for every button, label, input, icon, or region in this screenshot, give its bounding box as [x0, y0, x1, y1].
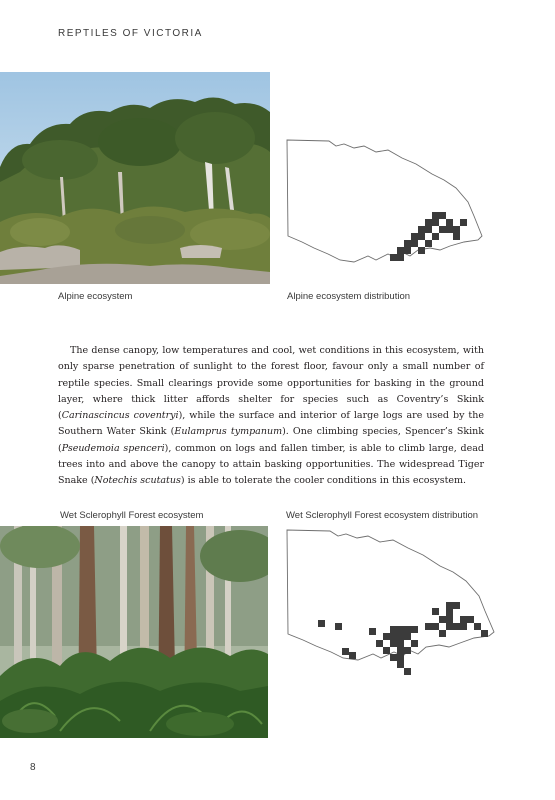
- wet-sclerophyll-distribution-map: [284, 528, 496, 688]
- body-paragraph: [58, 343, 484, 490]
- wet-sclerophyll-forest-photo: [0, 526, 268, 738]
- text-run: ) is able to tolerate the cooler conditions in this ecosystem.: [180, 475, 467, 487]
- text-run: ). One climbing species, Spencer’s Skink (: [58, 426, 484, 454]
- figure-caption: Wet Sclerophyll Forest ecosystem: [60, 510, 204, 521]
- species-name: Notechis scutatus: [94, 475, 181, 487]
- text-run: The dense canopy, low temperatures and cool, wet conditions in this ecosystem, with only sparse penetration of sunlight to the forest floor, favour only a small number of reptile species. Small clearings provide some opportunities for basking in the ground layer, where thick litter affords shelter for species such as Coventry’s Skink (: [58, 345, 484, 422]
- alpine-ecosystem-photo: [0, 72, 270, 284]
- species-name: Carinascincus coventryi: [61, 410, 179, 422]
- figure-caption: Alpine ecosystem: [58, 291, 133, 302]
- alpine-distribution-map: [284, 138, 484, 286]
- text-run: ), common on logs and fallen timber, is able to climb large, dead trees into and above the canopy to attain basking opportunities. The widespread Tiger Snake (: [58, 442, 484, 487]
- figure-caption: Alpine ecosystem distribution: [287, 291, 411, 302]
- running-head: REPTILES OF VICTORIA: [58, 28, 203, 39]
- species-name: Pseudemoia spenceri: [61, 442, 165, 454]
- species-name: Eulamprus tympanum: [174, 426, 283, 438]
- page-number: 8: [30, 762, 36, 773]
- figure-caption: Wet Sclerophyll Forest ecosystem distribution: [286, 510, 479, 521]
- text-run: ), while the surface and interior of large logs are used by the Southern Water Skink (: [58, 410, 484, 438]
